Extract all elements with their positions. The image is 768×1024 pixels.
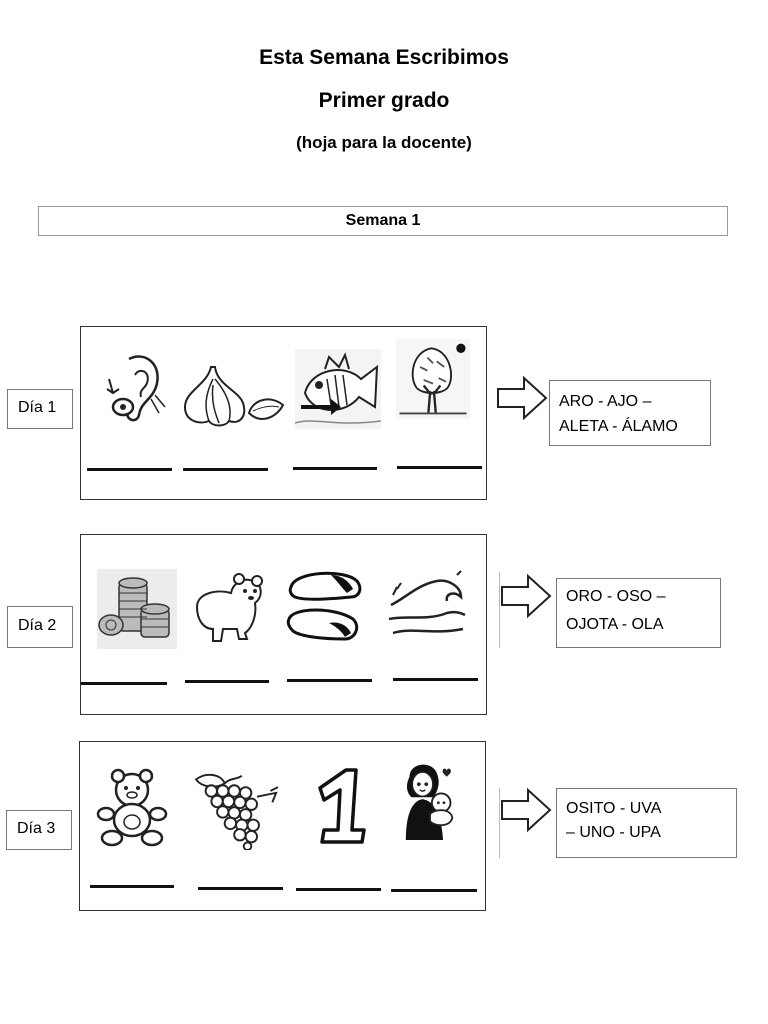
answer-line: ARO - AJO – xyxy=(559,393,652,410)
answer-line: OSITO - UVA xyxy=(566,800,662,817)
answer-blank xyxy=(397,466,482,469)
answer-blank xyxy=(296,888,381,891)
arrow-right-icon xyxy=(500,574,552,618)
answer-line: – UNO - UPA xyxy=(566,824,661,841)
ear-icon xyxy=(99,349,179,429)
arrow-right-icon xyxy=(500,788,552,832)
grade-heading: Primer grado xyxy=(318,89,450,112)
answer-blank xyxy=(87,468,172,471)
bear-icon xyxy=(187,567,267,647)
day-2-answer-box xyxy=(556,578,721,648)
wave-icon xyxy=(387,565,467,645)
day-1-label: Día 1 xyxy=(7,389,73,429)
answer-line: ALETA - ÁLAMO xyxy=(559,418,678,435)
garlic-icon xyxy=(181,355,287,435)
answer-blank xyxy=(293,467,377,470)
day-1-answer-box xyxy=(549,380,711,446)
page-title: Esta Semana Escribimos xyxy=(259,46,509,69)
answer-blank xyxy=(391,889,477,892)
number-one-icon xyxy=(302,766,382,846)
answer-blank xyxy=(393,678,478,681)
day-3-picture-panel xyxy=(79,741,486,911)
mother-baby-icon xyxy=(390,760,470,840)
grapes-icon xyxy=(190,770,286,850)
day-1-picture-panel xyxy=(80,326,487,500)
fish-fin-icon xyxy=(295,349,381,429)
answer-blank xyxy=(81,682,167,685)
answer-blank xyxy=(185,680,269,683)
answer-blank xyxy=(90,885,174,888)
week-banner: Semana 1 xyxy=(38,206,728,236)
day-2-picture-panel xyxy=(80,534,487,715)
page-subtitle: (hoja para la docente) xyxy=(296,133,472,152)
answer-blank xyxy=(287,679,372,682)
teddy-bear-icon xyxy=(92,768,172,848)
poplar-tree-icon xyxy=(393,339,473,419)
gold-coins-icon xyxy=(97,569,177,649)
flip-flops-icon xyxy=(285,567,365,647)
arrow-right-icon xyxy=(496,376,548,420)
answer-line: ORO - OSO – xyxy=(566,588,666,605)
day-3-label: Día 3 xyxy=(6,810,72,850)
answer-blank xyxy=(198,887,283,890)
answer-blank xyxy=(183,468,268,471)
answer-line: OJOTA - OLA xyxy=(566,616,664,633)
day-2-label: Día 2 xyxy=(7,606,73,648)
day-3-answer-box xyxy=(556,788,737,858)
